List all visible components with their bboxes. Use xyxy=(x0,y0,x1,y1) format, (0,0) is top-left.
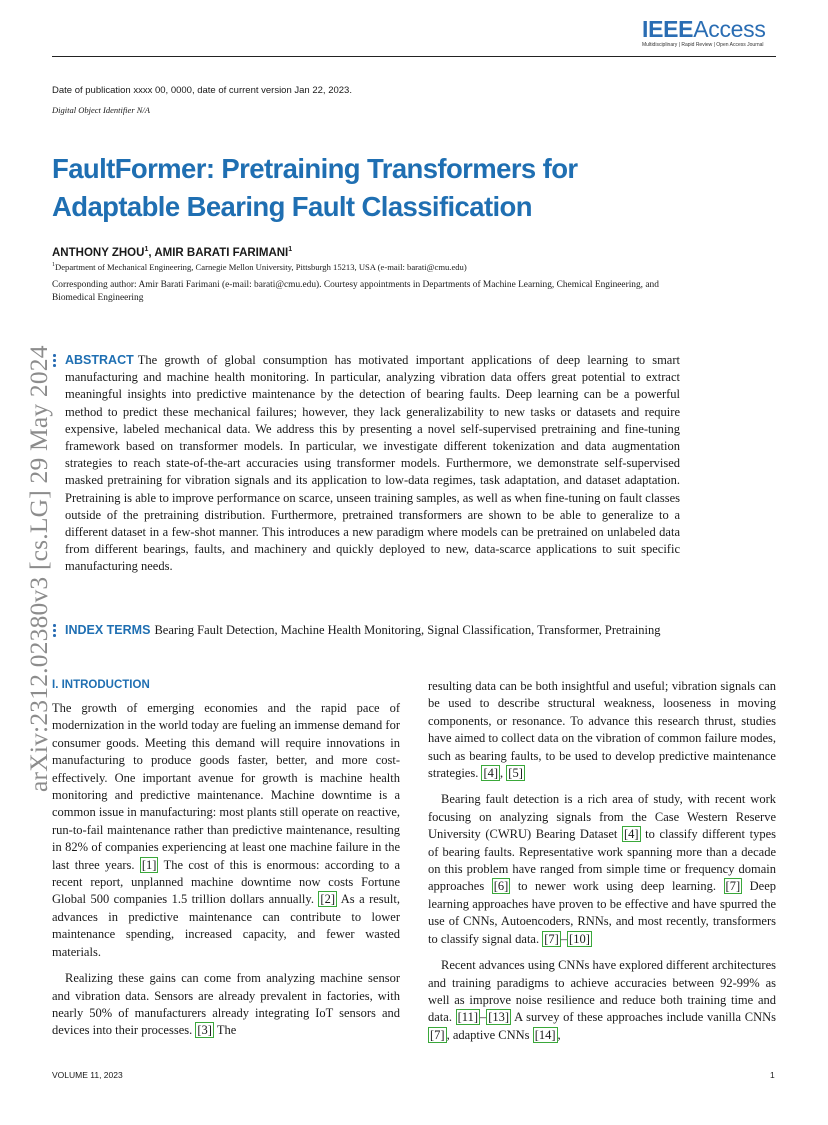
citation-link[interactable]: [1] xyxy=(141,857,157,872)
page-number: 1 xyxy=(770,1070,775,1080)
citation-link[interactable]: [14] xyxy=(534,1027,556,1042)
citation-link[interactable]: [7] xyxy=(430,1027,445,1042)
text-run: to classify different types of bearing faults. Representative work spanning more than a decade on this problem have ranged from simple time or frequency domain approaches xyxy=(428,827,776,894)
publication-date: Date of publication xxxx 00, 0000, date of current version Jan 22, 2023. xyxy=(52,85,352,96)
citation-link[interactable]: [7] xyxy=(544,931,559,946)
citation-link[interactable]: [10] xyxy=(569,931,590,946)
citation-link[interactable]: [3] xyxy=(197,1023,212,1038)
volume-footer: VOLUME 11, 2023 xyxy=(52,1070,123,1080)
author-1: ANTHONY ZHOU xyxy=(52,246,145,259)
logo-bold: IEEE xyxy=(642,16,694,42)
text-run: to newer work using deep learning. xyxy=(510,879,724,894)
logo-light: Access xyxy=(693,16,766,42)
affiliation xyxy=(52,262,467,272)
corresponding-author: Corresponding author: Amir Barati Farimani (e-mail: barati@cmu.edu). Courtesy appointments in Departments of Machine Learning, Chemical Engineering, and Biomedical Engineering xyxy=(52,280,659,303)
citation-link[interactable]: [13] xyxy=(488,1010,510,1025)
abstract xyxy=(65,352,680,576)
intro-paragraph-3 xyxy=(428,791,776,948)
abstract-marker xyxy=(53,354,57,369)
intro-paragraph-2 xyxy=(52,970,400,1040)
text-run: The xyxy=(213,1023,237,1038)
text-run: A survey of these approaches include vanilla CNNs xyxy=(511,1010,776,1025)
author-2-sup: 1 xyxy=(288,246,293,253)
author-1-sup: 1 xyxy=(144,246,149,253)
index-terms-marker xyxy=(53,624,57,639)
header-rule xyxy=(52,56,776,57)
affiliation-text: Department of Mechanical Engineering, Carnegie Mellon University, Pittsburgh 15213, USA (e-mail: barati@cmu.edu) xyxy=(55,262,467,272)
title-line-2: Adaptable Bearing Fault Classification xyxy=(52,191,532,222)
section-heading-introduction: I. INTRODUCTION xyxy=(52,679,150,691)
text-run: Recent advances using CNNs have explored different architectures and training paradigms to achieve accuracies between 92-99% as well as improve noise resilience and reduce both training time and data. xyxy=(428,958,776,1025)
intro-paragraph-1 xyxy=(52,700,400,961)
text-run: – xyxy=(560,931,568,946)
citation-link[interactable]: [6] xyxy=(493,879,509,894)
index-terms-text: Bearing Fault Detection, Machine Health Monitoring, Signal Classification, Transformer, Pretraining xyxy=(154,623,661,637)
author-list xyxy=(52,246,292,259)
logo-tagline: Multidisciplinary | Rapid Review | Open Access Journal xyxy=(642,42,764,48)
text-run: , xyxy=(500,766,507,781)
text-run: , xyxy=(557,1027,561,1042)
citation-link[interactable]: [2] xyxy=(320,892,335,907)
text-run: , adaptive CNNs xyxy=(446,1027,533,1042)
text-run: Bearing fault detection is a rich area of study, with recent work focusing on analyzing signals from the Case Western Reserve University (CWRU) Bearing Dataset xyxy=(428,792,776,842)
intro-paragraph-2-cont xyxy=(428,678,776,782)
index-terms-heading: INDEX TERMS xyxy=(65,623,151,637)
citation-link[interactable]: [4] xyxy=(483,766,499,781)
doi-line: Digital Object Identifier N/A xyxy=(52,105,150,115)
abstract-heading: ABSTRACT xyxy=(65,353,134,367)
citation-link[interactable]: [4] xyxy=(623,827,639,842)
intro-paragraph-4 xyxy=(428,957,776,1044)
text-run: The growth of emerging economies and the rapid pace of modernization in the world today are fueling an immense demand for consumer goods. Meeting this demand will require innovations in manufacturing to produce goods faster, better, and more cost-effectively. One important avenue for growth is machine health monitoring and predictive maintenance. Machine downtime is a common issue in manufacturing: most plants still operate on reactive, run-to-fail maintenance rather than predictive maintenance, resulting in 82% of companies experiencing at least one machine failure in the last three years. xyxy=(52,701,400,872)
citation-link[interactable]: [7] xyxy=(725,879,741,894)
affiliation-sup: 1 xyxy=(52,262,55,269)
author-2: AMIR BARATI FARIMANI xyxy=(154,246,289,259)
arxiv-stamp: arXiv:2312.02380v3 [cs.LG] 29 May 2024 xyxy=(24,345,53,792)
text-run: As a result, advances in predictive maintenance can contribute to lower maintenance spending, increased capacity, and fewer wasted materials. xyxy=(52,892,400,959)
title-line-1: FaultFormer: Pretraining Transformers for xyxy=(52,153,578,184)
left-column xyxy=(52,700,400,1040)
paper-title xyxy=(52,150,752,226)
author-separator: , xyxy=(148,246,155,259)
index-terms xyxy=(65,622,680,639)
right-column xyxy=(428,678,776,1044)
text-run: Realizing these gains can come from analyzing machine sensor and vibration data. Sensors are already prevalent in factories, with nearly 50% of manufacturers already integrating IoT sensors and devices into their processes. xyxy=(52,971,400,1038)
citation-link[interactable]: [11] xyxy=(457,1010,479,1025)
ieee-access-logo xyxy=(642,17,772,53)
text-run: Deep learning approaches have proven to be effective and have spurred the use of CNNs, Autoencoders, RNNs, and most recently, transformers to classify signal data. xyxy=(428,879,777,946)
logo-wordmark xyxy=(642,17,772,41)
citation-link[interactable]: [5] xyxy=(508,766,523,781)
text-run: The cost of this is enormous: according to a recent report, unplanned machine downtime now costs Fortune Global 500 companies 1.5 trillion dollars annually. xyxy=(52,857,400,907)
text-run: resulting data can be both insightful and useful; vibration signals can be used to describe structural weakness, looseness in moving components, or resonance. To advance this research thrust, studies have aimed to collect data on the vibration of common failure modes, such as bearing faults, to be used to develop predictive maintenance strategies. xyxy=(428,679,776,781)
abstract-text: The growth of global consumption has motivated important applications of deep learning to smart manufacturing and machine health monitoring. In particular, analyzing vibration data offers great potential to extract meaningful insights into predictive maintenance by the detection of bearing faults. Deep learning can be a powerful method to predict these mechanical failures; however, they lack generalizability to new tasks or datasets and require expensive, labeled mechanical data. We address this by presenting a novel self-supervised pretraining and fine-tuning framework based on transformer models. In particular, we investigate different tokenization and data augmentation strategies to reach state-of-the-art accuracies using transformer models. Furthermore, we demonstrate self-supervised masked pretraining for vibration signals and its application to low-data regimes, task adaptation, and dataset adaptation. Pretraining is able to improve performance on scarce, unseen training samples, as well as when fine-tuning on fault classes outside of the pretraining distribution. Furthermore, pretrained transformers are shown to be able to generalize to a different dataset in a few-shot manner. This introduces a new paradigm where models can be pretrained on unlabeled data from different bearings, faults, and machinery and quickly deployed to new, data-scarce applications to suit specific manufacturing needs. xyxy=(65,353,680,574)
text-run: – xyxy=(480,1010,487,1025)
